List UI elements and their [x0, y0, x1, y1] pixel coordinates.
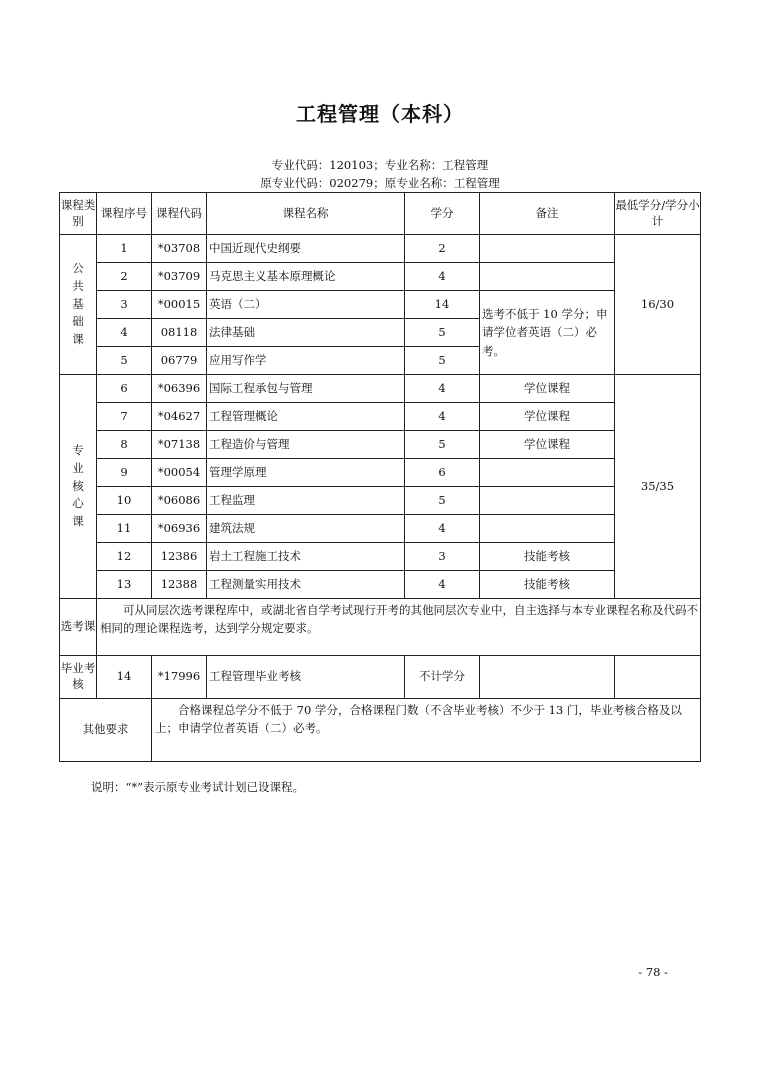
graduation-row [60, 656, 701, 699]
course-seq: 6 [97, 375, 152, 403]
public-min-credit: 16/30 [615, 235, 701, 375]
other-text-cell [152, 699, 701, 762]
course-remark [480, 515, 615, 543]
course-seq: 12 [97, 543, 152, 571]
category-char: 基 [72, 296, 84, 311]
course-code: 08118 [152, 319, 207, 347]
course-name: 工程监理 [207, 487, 405, 515]
table-row [60, 291, 701, 319]
course-seq: 13 [97, 571, 152, 599]
graduation-credit: 不计学分 [405, 656, 480, 699]
category-char: 专 [72, 442, 84, 457]
course-name: 马克思主义基本原理概论 [207, 263, 405, 291]
elective-row [60, 599, 701, 656]
course-remark [480, 263, 615, 291]
table-row [60, 487, 701, 515]
elective-label: 选考课 [60, 599, 97, 656]
course-code: *06936 [152, 515, 207, 543]
course-name: 岩土工程施工技术 [207, 543, 405, 571]
table-row [60, 459, 701, 487]
category-char: 心 [72, 496, 84, 511]
category-char: 业 [72, 460, 84, 475]
graduation-seq: 14 [97, 656, 152, 699]
table-row [60, 515, 701, 543]
course-seq: 10 [97, 487, 152, 515]
course-credit: 3 [405, 543, 480, 571]
course-credit: 4 [405, 375, 480, 403]
course-code: *06396 [152, 375, 207, 403]
course-seq: 5 [97, 347, 152, 375]
table-row [60, 543, 701, 571]
course-credit: 2 [405, 235, 480, 263]
header-code: 课程代码 [152, 193, 207, 235]
header-credit: 学分 [405, 193, 480, 235]
category-public [60, 235, 97, 375]
course-name: 建筑法规 [207, 515, 405, 543]
course-remark [480, 459, 615, 487]
table-row [60, 263, 701, 291]
course-plan-table [59, 192, 701, 762]
course-name: 工程测量实用技术 [207, 571, 405, 599]
page-title: 工程管理（本科） [296, 102, 464, 126]
course-seq: 7 [97, 403, 152, 431]
course-seq: 3 [97, 291, 152, 319]
header-min-credit: 最低学分/学分小计 [615, 193, 701, 235]
header-row [60, 193, 701, 235]
course-name: 工程管理概论 [207, 403, 405, 431]
course-seq: 8 [97, 431, 152, 459]
course-code: *06086 [152, 487, 207, 515]
course-credit: 4 [405, 403, 480, 431]
course-code: *04627 [152, 403, 207, 431]
category-core [60, 375, 97, 599]
course-name: 中国近现代史纲要 [207, 235, 405, 263]
course-credit: 5 [405, 347, 480, 375]
category-char: 共 [72, 278, 84, 293]
course-credit: 5 [405, 431, 480, 459]
course-remark: 学位课程 [480, 403, 615, 431]
course-name: 法律基础 [207, 319, 405, 347]
core-min-credit: 35/35 [615, 375, 701, 599]
course-seq: 4 [97, 319, 152, 347]
course-name: 工程造价与管理 [207, 431, 405, 459]
course-seq: 11 [97, 515, 152, 543]
table-row [60, 403, 701, 431]
course-remark: 学位课程 [480, 375, 615, 403]
course-remark [480, 487, 615, 515]
course-credit: 4 [405, 263, 480, 291]
original-major-code-line: 原专业代码：020279；原专业名称：工程管理 [260, 176, 500, 190]
footnote: 说明：“*”表示原专业考试计划已设课程。 [91, 780, 305, 794]
elective-text: 可从同层次选考课程库中，或湖北省自学考试现行开考的其他同层次专业中，自主选择与本专业课程名称及代码不相同的理论课程选考，达到学分规定要求。 [100, 603, 698, 636]
other-requirements-row [60, 699, 701, 762]
course-remark: 技能考核 [480, 543, 615, 571]
elective-text-cell [97, 599, 701, 656]
header-remark: 备注 [480, 193, 615, 235]
course-credit: 5 [405, 319, 480, 347]
course-code: *00054 [152, 459, 207, 487]
course-code: 12386 [152, 543, 207, 571]
table-row [60, 431, 701, 459]
course-name: 英语（二） [207, 291, 405, 319]
course-credit: 14 [405, 291, 480, 319]
course-code: *03708 [152, 235, 207, 263]
other-text: 合格课程总学分不低于 70 学分，合格课程门数（不含毕业考核）不少于 13 门，毕业考核合格及以上；申请学位者英语（二）必考。 [155, 703, 682, 736]
course-name: 应用写作学 [207, 347, 405, 375]
category-char: 础 [72, 314, 84, 329]
course-credit: 5 [405, 487, 480, 515]
page-number: - 78 - [638, 965, 668, 979]
course-name: 管理学原理 [207, 459, 405, 487]
course-seq: 2 [97, 263, 152, 291]
graduation-min-credit [615, 656, 701, 699]
table-row [60, 375, 701, 403]
course-code: 12388 [152, 571, 207, 599]
table-row [60, 571, 701, 599]
category-char: 公 [72, 260, 84, 275]
graduation-name: 工程管理毕业考核 [207, 656, 405, 699]
course-seq: 1 [97, 235, 152, 263]
graduation-code: *17996 [152, 656, 207, 699]
category-char: 课 [72, 332, 84, 347]
course-code: *07138 [152, 431, 207, 459]
course-name: 国际工程承包与管理 [207, 375, 405, 403]
course-credit: 4 [405, 515, 480, 543]
category-char: 课 [72, 514, 84, 529]
course-remark [480, 235, 615, 263]
public-remark-note: 选考不低于 10 学分；申请学位者英语（二）必考。 [480, 291, 615, 375]
header-category: 课程类别 [60, 193, 97, 235]
major-code-line: 专业代码：120103；专业名称：工程管理 [271, 158, 489, 172]
course-seq: 9 [97, 459, 152, 487]
course-remark: 学位课程 [480, 431, 615, 459]
course-code: *03709 [152, 263, 207, 291]
course-code: 06779 [152, 347, 207, 375]
course-credit: 6 [405, 459, 480, 487]
other-label: 其他要求 [60, 699, 152, 762]
header-seq: 课程序号 [97, 193, 152, 235]
course-remark: 技能考核 [480, 571, 615, 599]
table-row [60, 235, 701, 263]
header-name: 课程名称 [207, 193, 405, 235]
graduation-remark [480, 656, 615, 699]
course-code: *00015 [152, 291, 207, 319]
course-credit: 4 [405, 571, 480, 599]
category-char: 核 [72, 478, 84, 493]
graduation-label: 毕业考核 [60, 656, 97, 699]
